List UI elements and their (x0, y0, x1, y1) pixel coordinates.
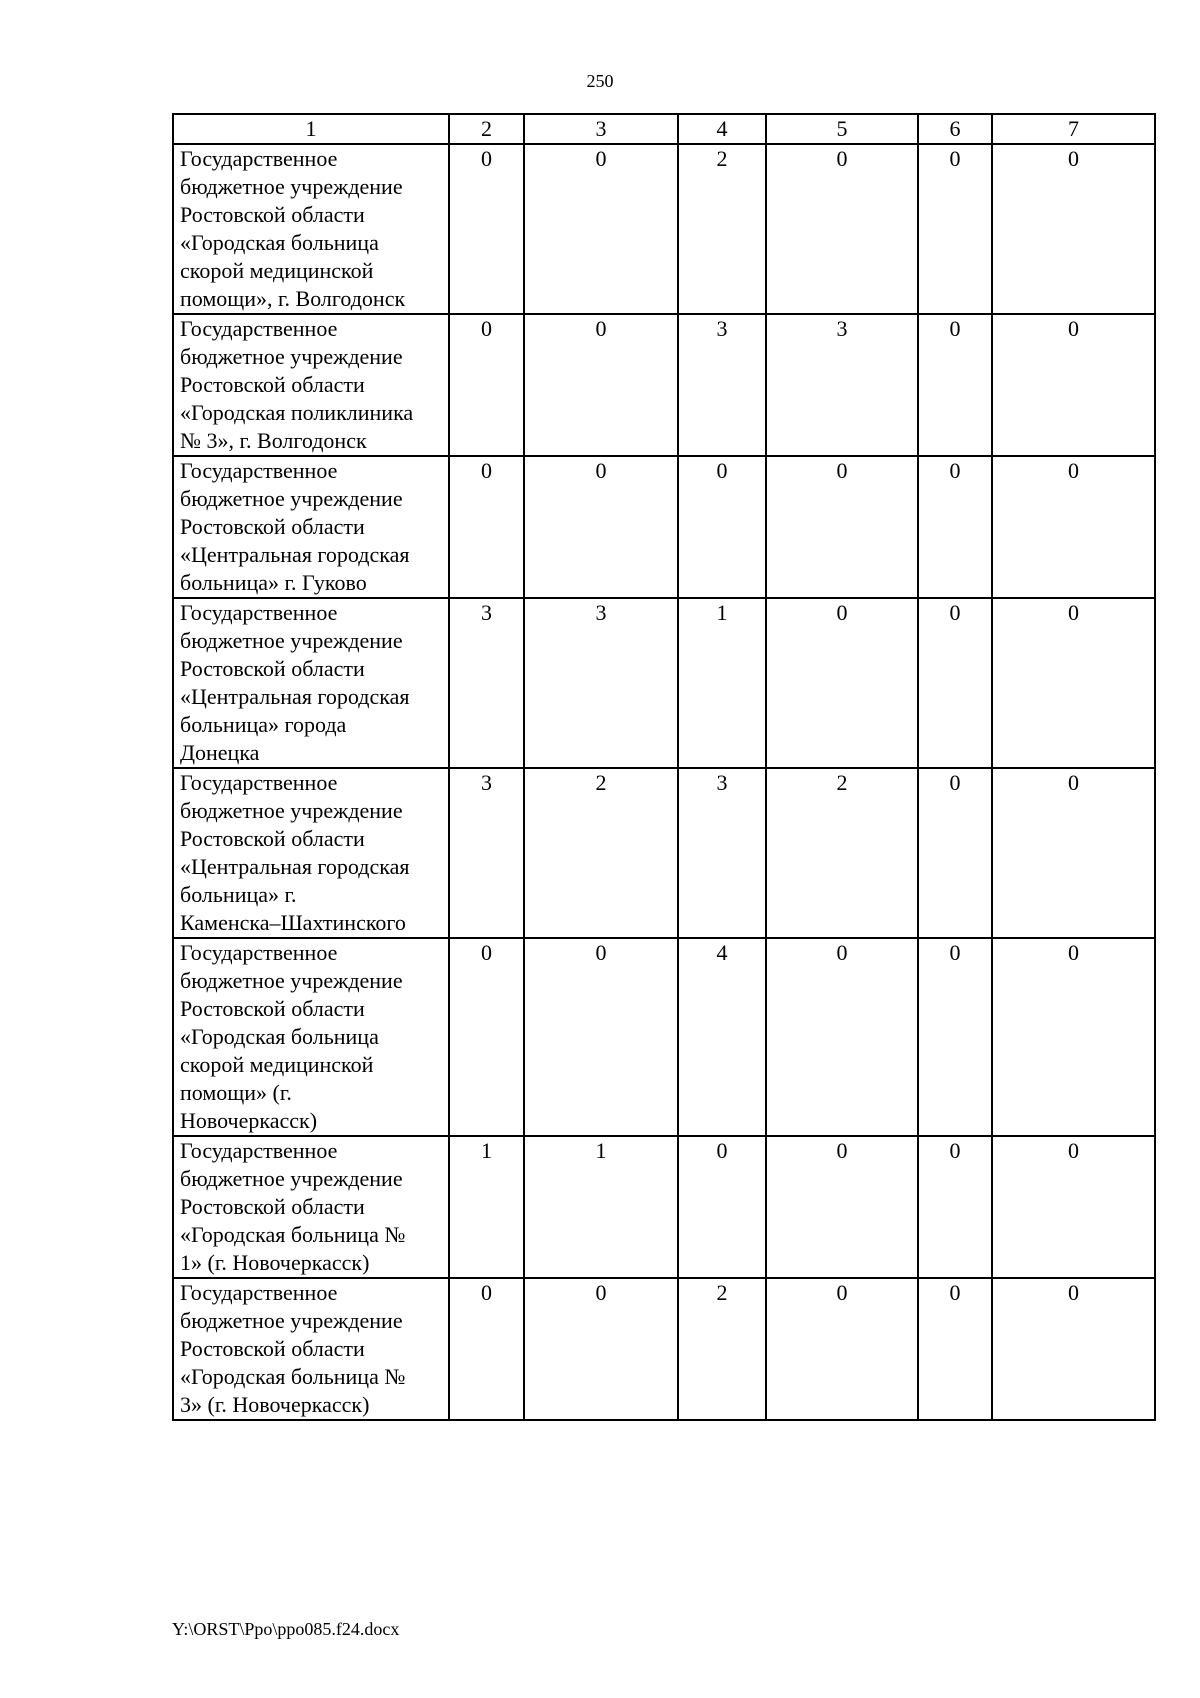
table-cell: 1 (524, 1136, 678, 1278)
table-cell: 0 (524, 314, 678, 456)
institution-name: Государственное бюджетное учреждение Ростовской области «Городская больница скорой медицинской помощи» (г. Новочеркасск) (173, 938, 449, 1136)
table-cell: 0 (524, 456, 678, 598)
table-row (173, 314, 1155, 456)
table-cell: 0 (524, 938, 678, 1136)
table-row (173, 1136, 1155, 1278)
table-cell: 0 (992, 1278, 1155, 1420)
table-header-row (173, 114, 1155, 144)
table-cell: 0 (766, 1278, 918, 1420)
table-cell: 0 (524, 144, 678, 314)
table-row (173, 768, 1155, 938)
table-cell: 0 (918, 768, 992, 938)
table-cell: 0 (918, 598, 992, 768)
table-cell: 4 (678, 938, 766, 1136)
institution-name: Государственное бюджетное учреждение Ростовской области «Центральная городская больница» г. Гуково (173, 456, 449, 598)
table-cell: 0 (766, 144, 918, 314)
table-cell: 0 (766, 598, 918, 768)
table-cell: 3 (678, 314, 766, 456)
table-cell: 0 (918, 456, 992, 598)
table-row (173, 456, 1155, 598)
column-header: 2 (449, 114, 524, 144)
table-cell: 0 (524, 1278, 678, 1420)
table-cell: 2 (678, 144, 766, 314)
institution-name: Государственное бюджетное учреждение Ростовской области «Центральная городская больница» города Донецка (173, 598, 449, 768)
column-header: 6 (918, 114, 992, 144)
footer-file-path: Y:\ORST\Ppo\ppo085.f24.docx (172, 1619, 400, 1639)
institution-name: Государственное бюджетное учреждение Ростовской области «Городская больница № 1» (г. Новочеркасск) (173, 1136, 449, 1278)
column-header: 5 (766, 114, 918, 144)
institution-name: Государственное бюджетное учреждение Ростовской области «Городская больница скорой медицинской помощи», г. Волгодонск (173, 144, 449, 314)
table-cell: 0 (766, 1136, 918, 1278)
table-row (173, 598, 1155, 768)
column-header: 3 (524, 114, 678, 144)
table-row (173, 144, 1155, 314)
institution-name: Государственное бюджетное учреждение Ростовской области «Центральная городская больница» г. Каменска–Шахтинского (173, 768, 449, 938)
table-cell: 0 (992, 314, 1155, 456)
table-cell: 0 (918, 1278, 992, 1420)
table-cell: 2 (678, 1278, 766, 1420)
table-cell: 0 (992, 598, 1155, 768)
institution-name: Государственное бюджетное учреждение Ростовской области «Городская поликлиника № 3», г. Волгодонск (173, 314, 449, 456)
data-table (172, 113, 1156, 1421)
table-cell: 0 (449, 1278, 524, 1420)
table-cell: 0 (992, 768, 1155, 938)
table-cell: 1 (449, 1136, 524, 1278)
table-cell: 0 (449, 144, 524, 314)
table-cell: 0 (766, 456, 918, 598)
table-cell: 0 (992, 938, 1155, 1136)
table-cell: 3 (449, 598, 524, 768)
table-row (173, 1278, 1155, 1420)
table-cell: 0 (449, 938, 524, 1136)
table-cell: 3 (449, 768, 524, 938)
table-row (173, 938, 1155, 1136)
table-cell: 3 (766, 314, 918, 456)
table-cell: 0 (766, 938, 918, 1136)
column-header: 7 (992, 114, 1155, 144)
table-cell: 2 (524, 768, 678, 938)
table-cell: 2 (766, 768, 918, 938)
table-cell: 3 (678, 768, 766, 938)
column-header: 4 (678, 114, 766, 144)
table-cell: 0 (918, 1136, 992, 1278)
table-cell: 3 (524, 598, 678, 768)
table-cell: 0 (449, 456, 524, 598)
table-cell: 0 (918, 144, 992, 314)
page-number: 250 (586, 71, 614, 91)
table-cell: 0 (678, 1136, 766, 1278)
institution-name: Государственное бюджетное учреждение Ростовской области «Городская больница № 3» (г. Новочеркасск) (173, 1278, 449, 1420)
table-cell: 0 (918, 938, 992, 1136)
table-cell: 1 (678, 598, 766, 768)
table-cell: 0 (678, 456, 766, 598)
table-cell: 0 (918, 314, 992, 456)
table-cell: 0 (449, 314, 524, 456)
table-cell: 0 (992, 1136, 1155, 1278)
column-header: 1 (173, 114, 449, 144)
table-cell: 0 (992, 144, 1155, 314)
table-cell: 0 (992, 456, 1155, 598)
